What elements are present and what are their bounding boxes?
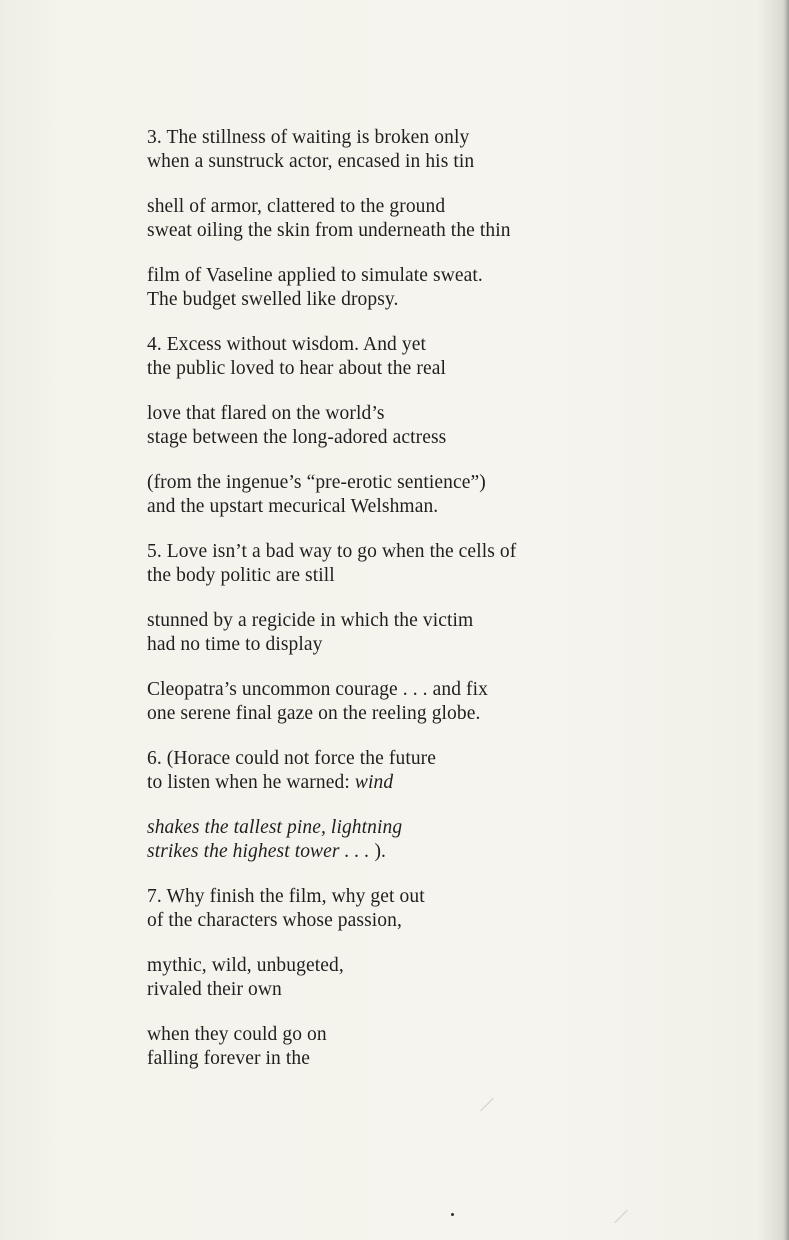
poem-line: love that flared on the world’s [147, 403, 385, 424]
stanza [147, 333, 747, 381]
paper-scuff-mark [614, 1210, 627, 1223]
stanza [147, 678, 747, 726]
poem-line-italic-text: strikes the highest tower . . . [147, 841, 375, 862]
poem-line: when they could go on [147, 1024, 327, 1045]
poem-line: 7. Why finish the film, why get out [147, 886, 425, 907]
poem-line: 3. The stillness of waiting is broken only [147, 127, 470, 148]
stanza [147, 747, 747, 795]
poem-line: the body politic are still [147, 565, 335, 586]
page-edge-shadow [784, 0, 789, 1240]
stanza [147, 195, 747, 243]
poem-line: stunned by a regicide in which the victim [147, 610, 474, 631]
poem-line: stage between the long-adored actress [147, 427, 447, 448]
poem-line: Cleopatra’s uncommon courage . . . and fix [147, 679, 489, 700]
poem-line: when a sunstruck actor, encased in his tin [147, 151, 475, 172]
poem-line: one serene final gaze on the reeling globe. [147, 703, 481, 724]
poem-line: 5. Love isn’t a bad way to go when the cells of [147, 541, 517, 562]
poem-line: 4. Excess without wisdom. And yet [147, 334, 426, 355]
poem-line: had no time to display [147, 634, 323, 655]
stanza [147, 126, 747, 174]
stanza [147, 885, 747, 933]
stanza [147, 954, 747, 1002]
poem-line-italic-word: wind [354, 772, 394, 793]
poem-line-roman-tail: ). [374, 841, 387, 862]
stanza [147, 264, 747, 312]
stanza [147, 816, 747, 864]
poem-line: of the characters whose passion, [147, 910, 402, 931]
poem-line: sweat oiling the skin from underneath the thin [147, 220, 511, 241]
poem-body [147, 126, 747, 1092]
poem-line: shell of armor, clattered to the ground [147, 196, 446, 217]
poem-line: falling forever in the [147, 1048, 311, 1069]
poem-line [147, 771, 747, 795]
poem-line [147, 840, 747, 864]
stanza [147, 540, 747, 588]
stanza [147, 1023, 747, 1071]
poem-line: mythic, wild, unbugeted, [147, 955, 344, 976]
poem-line: 6. (Horace could not force the future [147, 748, 437, 769]
poem-line: the public loved to hear about the real [147, 358, 446, 379]
paper-scuff-mark [480, 1098, 493, 1111]
poem-line: rivaled their own [147, 979, 282, 1000]
poem-line: and the upstart mecurical Welshman. [147, 496, 439, 517]
poem-line-text: to listen when he warned: [147, 772, 355, 793]
poem-line: The budget swelled like dropsy. [147, 289, 399, 310]
stanza [147, 609, 747, 657]
stanza [147, 471, 747, 519]
poem-line-italic: shakes the tallest pine, lightning [147, 817, 403, 838]
poem-line: (from the ingenue’s “pre-erotic sentience”) [147, 472, 486, 493]
stanza [147, 402, 747, 450]
page-dot [451, 1213, 454, 1216]
poem-line: film of Vaseline applied to simulate sweat. [147, 265, 483, 286]
